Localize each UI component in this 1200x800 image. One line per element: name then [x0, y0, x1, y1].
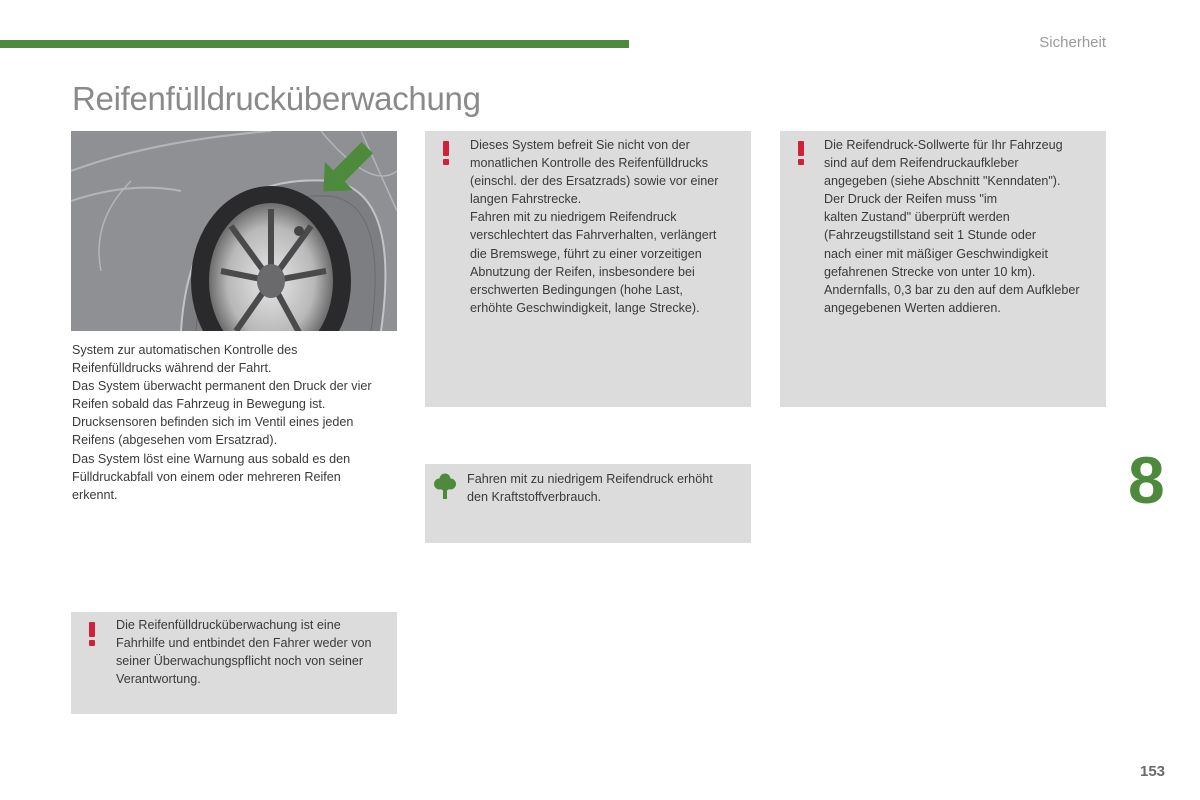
page-title: Reifenfülldrucküberwachung [72, 80, 481, 117]
intro-line: System zur automatischen Kontrolle des [72, 343, 298, 357]
intro-line: Das System löst eine Warnung aus sobald es den [72, 451, 351, 466]
intro-line: Reifens (abgesehen vom Ersatzrad). [72, 433, 278, 448]
eco-note-text: Fahren mit zu niedrigem Reifendruck erhöht den Kraftstoffverbrauch. [467, 472, 713, 505]
intro-line: Reifen sobald das Fahrzeug in Bewegung ist. [72, 397, 326, 412]
exclamation-icon [796, 141, 806, 165]
warning-text: Dieses System befreit Sie nicht von der monatlichen Kontrolle des Reifenfülldrucks (einschl. der des Ersatzrads) sowie vor einer langen Fahrstrecke. Fahren mit zu niedrigem Reifendruck verschlechtert das Fahrverhalten, verlängert die Bremswege, führt zu einer vorzeitigen Abnutzung der Reifen, insbesondere bei erschwerten Bedingungen (hohe Last, erhöhte Geschwindigkeit, lange Strecke). [470, 138, 719, 315]
intro-line: Reifenfülldrucks während der Fahrt. [72, 361, 272, 376]
section-label: Sicherheit [1039, 34, 1106, 51]
warning-text: Die Reifenfülldrucküberwachung ist eine Fahrhilfe und entbindet den Fahrer weder von seiner Überwachungspflicht noch von seiner Verantwortung. [116, 618, 372, 687]
page-number: 153 [1140, 763, 1166, 780]
tire-valve-illustration [71, 131, 397, 331]
intro-line: Drucksensoren befinden sich im Ventil eines jeden [72, 415, 354, 430]
eco-note-box [425, 464, 751, 543]
intro-line: Fülldruckabfall von einem oder mehreren Reifen [72, 469, 341, 484]
intro-line: Das System überwacht permanent den Druck der vier [72, 379, 372, 394]
intro-text [72, 341, 402, 504]
chapter-number: 8 [1128, 443, 1165, 517]
intro-line: erkennt. [72, 487, 118, 502]
tree-icon [434, 473, 456, 499]
header-accent-bar [0, 40, 629, 48]
warning-box-monthly-check [425, 131, 751, 407]
exclamation-icon [87, 622, 97, 646]
exclamation-icon [441, 141, 451, 165]
warning-text: Die Reifendruck-Sollwerte für Ihr Fahrzeug sind auf dem Reifendruckaufkleber angegeben (siehe Abschnitt "Kenndaten"). Der Druck der Reifen muss "im kalten Zustand" überprüft werden (Fahrzeugstillstand seit 1 Stunde oder nach einer mit mäßiger Geschwindigkeit gefahrenen Strecke von unter 10 km). Andernfalls, 0,3 bar zu den auf dem Aufkleber angegebenen Werten addieren. [824, 138, 1080, 315]
warning-box-responsibility [71, 612, 397, 714]
warning-box-pressure-values [780, 131, 1106, 407]
